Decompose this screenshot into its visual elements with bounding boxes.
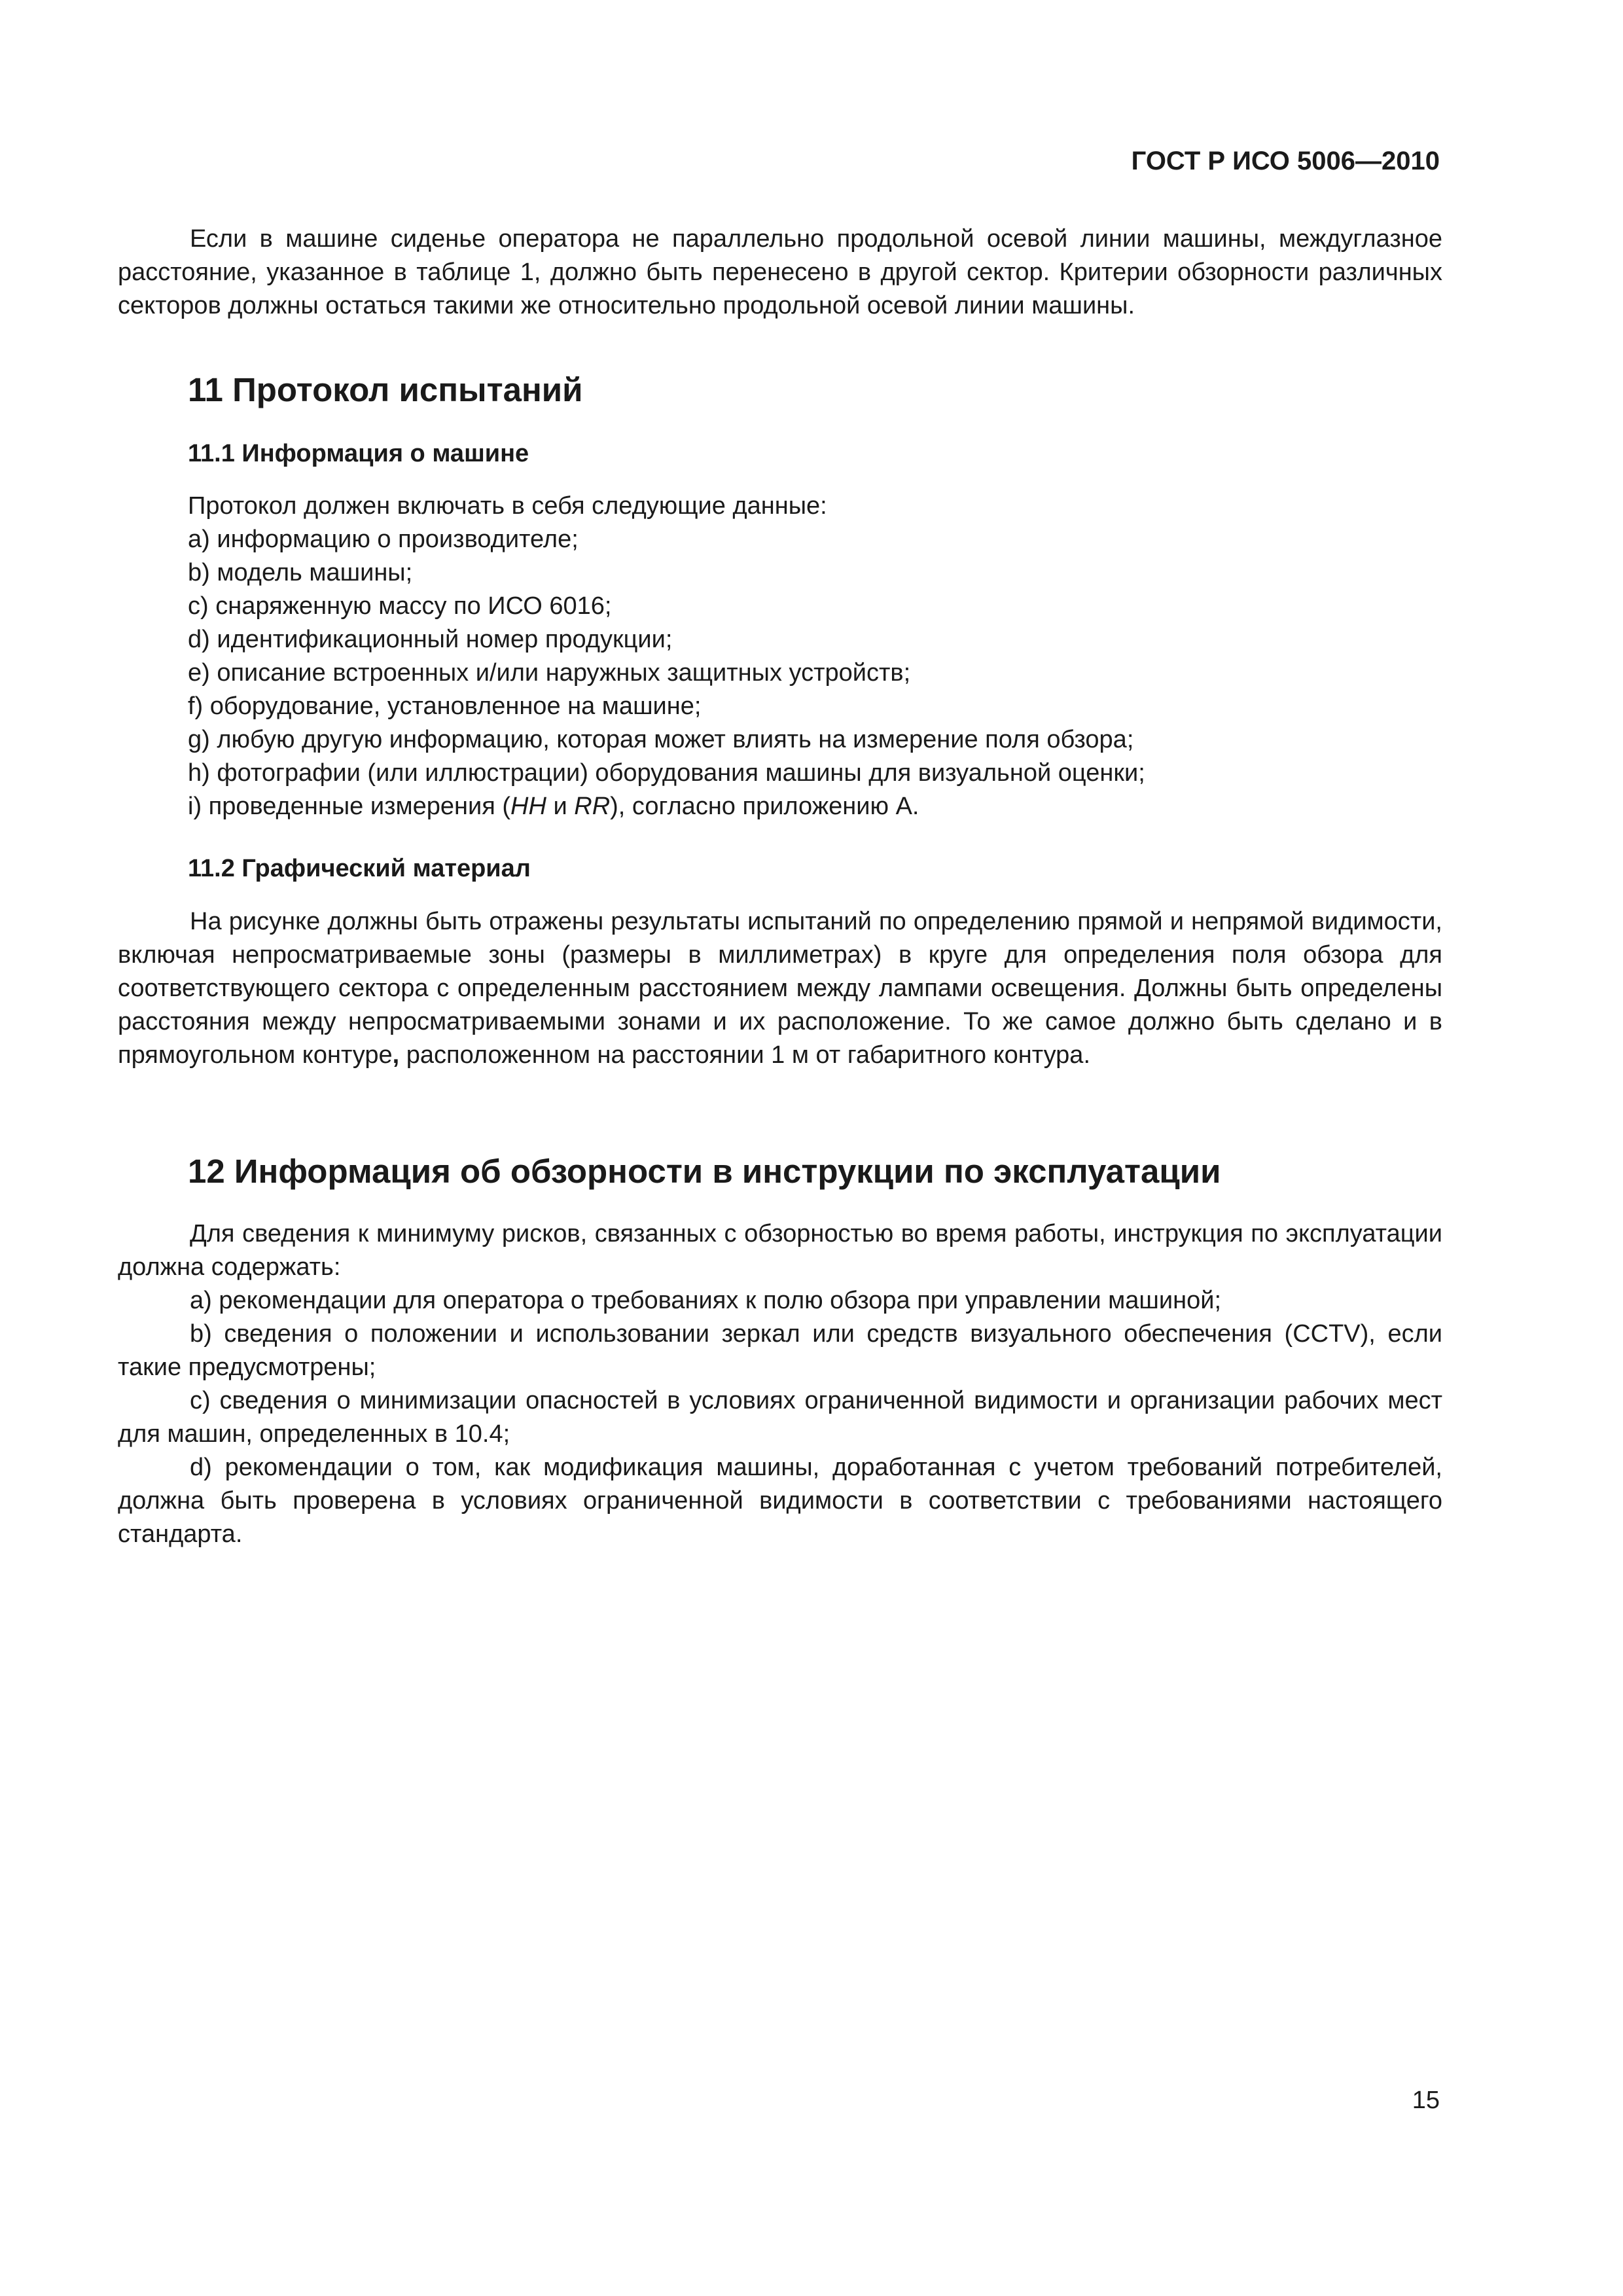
list-item-i [118, 790, 1442, 823]
paragraph-part2: расположенном на расстоянии 1 м от габаритного контура. [399, 1041, 1091, 1069]
section-11-2-paragraph [118, 905, 1442, 1072]
list-item: c) сведения о минимизации опасностей в условиях ограниченной видимости и организации рабочих мест для машин, определенных в 10.4; [118, 1387, 1442, 1448]
list-item: d) идентификационный номер продукции; [188, 626, 673, 653]
section-11-1-lead: Протокол должен включать в себя следующие данные: [188, 492, 827, 520]
list-item: a) информацию о производителе; [188, 526, 579, 553]
section-11 [118, 370, 1442, 410]
section-12-lead: Для сведения к минимуму рисков, связанных с обзорностью во время работы, инструкция по эксплуатации должна содержать: [118, 1220, 1442, 1281]
item-i-hh: HH [510, 793, 546, 820]
item-i-prefix: i) проведенные измерения ( [188, 793, 511, 820]
page-number: 15 [1412, 2087, 1440, 2114]
section-12-title: 12 Информация об обзорности в инструкции по эксплуатации [188, 1153, 1221, 1190]
list-item: a) рекомендации для оператора о требованиях к полю обзора при управлении машиной; [190, 1287, 1222, 1314]
list-item: b) модель машины; [188, 559, 413, 586]
section-11-1-body [118, 490, 1442, 823]
list-item: d) рекомендации о том, как модификация машины, доработанная с учетом требований потребителей, должна быть проверена в условиях ограниченной видимости в соответствии с требованиями настоящего стандарта. [118, 1454, 1442, 1548]
section-11-2-body [118, 905, 1442, 1072]
section-11-2-title: 11.2 Графический материал [188, 855, 531, 882]
list-item: b) сведения о положении и использовании зеркал или средств визуального обеспечения (CCTV), если такие предусмотрены; [118, 1320, 1442, 1381]
list-item: e) описание встроенных и/или наружных защитных устройств; [188, 659, 911, 687]
intro-paragraph: Если в машине сиденье оператора не параллельно продольной осевой линии машины, междуглазное расстояние, указанное в таблице 1, должно быть перенесено в другой сектор. Критерии обзорности различных секторов должны остаться такими же относительно продольной осевой линии машины. [118, 225, 1442, 319]
paragraph-part1: На рисунке должны быть отражены результаты испытаний по определению прямой и непрямой видимости, включая непросматриваемые зоны (размеры в миллиметрах) в круге для определения поля обзора для соответствующего сектора с определенным расстоянием между лампами освещения. Должны быть определены расстояния между непросматриваемыми зонами и их расположение. То же самое должно быть сделано и в прямоугольном контуре [118, 908, 1442, 1069]
section-12-body [118, 1217, 1442, 1551]
list-item: g) любую другую информацию, которая может влиять на измерение поля обзора; [188, 726, 1134, 753]
section-12 [118, 1152, 1442, 1191]
paragraph-comma: , [392, 1041, 400, 1069]
section-11-1-title: 11.1 Информация о машине [188, 440, 529, 467]
standard-header: ГОСТ Р ИСО 5006—2010 [1131, 147, 1440, 175]
section-11-2 [118, 852, 1442, 886]
intro-block [118, 223, 1442, 323]
list-item: h) фотографии (или иллюстрации) оборудования машины для визуальной оценки; [188, 759, 1145, 787]
section-11-1 [118, 437, 1442, 471]
item-i-suffix: ), согласно приложению А. [610, 793, 919, 820]
list-item: f) оборудование, установленное на машине; [188, 692, 702, 720]
list-item: c) снаряженную массу по ИСО 6016; [188, 592, 612, 620]
section-11-title: 11 Протокол испытаний [188, 371, 583, 408]
item-i-rr: RR [574, 793, 611, 820]
item-i-and: и [546, 793, 575, 820]
